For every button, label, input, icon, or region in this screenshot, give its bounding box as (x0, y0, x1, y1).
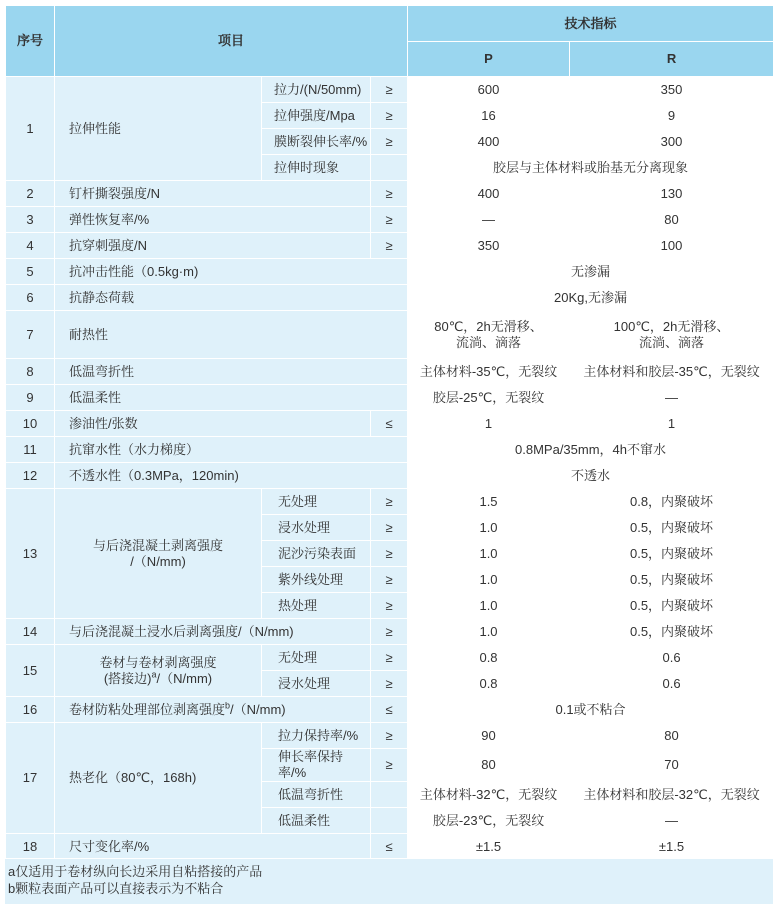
header-row-1 (6, 6, 774, 42)
val-p: 胶层-23℃，无裂纹 (408, 808, 570, 834)
val-p: 1 (408, 411, 570, 437)
val-p: 16 (408, 103, 570, 129)
val-p-line1: 80℃，2h无滑移、 (434, 318, 543, 334)
footnote-b: b颗粒表面产品可以直接表示为不粘合 (8, 881, 224, 896)
row-name-line2: /（N/mm) (130, 553, 186, 569)
val-pr: 胶层与主体材料或胎基无分离现象 (408, 155, 774, 181)
sub-label: 浸水处理 (262, 515, 371, 541)
row-name: 尺寸变化率/% (55, 834, 371, 860)
row-name: 渗油性/张数 (55, 411, 371, 437)
row-no: 13 (6, 489, 55, 619)
sub-label: 拉伸时现象 (262, 155, 371, 181)
row-name-part: /（N/mm) (230, 701, 286, 717)
sub-label: 无处理 (262, 489, 371, 515)
row-name: 不透水性（0.3MPa，120min) (55, 463, 408, 489)
val-p: 1.0 (408, 541, 570, 567)
row-name: 钉杆撕裂强度/N (55, 181, 371, 207)
val-p: 350 (408, 233, 570, 259)
row-name (55, 489, 262, 619)
row-no: 2 (6, 181, 55, 207)
val-p-line2: 流淌、滴落 (456, 334, 522, 350)
val-p: 0.8 (408, 671, 570, 697)
table-row (6, 233, 774, 259)
val-p: 1.0 (408, 619, 570, 645)
val-pr: 20Kg,无渗漏 (408, 285, 774, 311)
sym: ≥ (371, 671, 408, 697)
row-name (55, 645, 262, 697)
row-name: 低温柔性 (55, 385, 408, 411)
val-r (570, 311, 774, 359)
val-p: 胶层-25℃，无裂纹 (408, 385, 570, 411)
table-row (6, 645, 774, 671)
val-r: 0.5，内聚破坏 (570, 515, 774, 541)
table-row (6, 489, 774, 515)
row-name: 抗窜水性（水力梯度） (55, 437, 408, 463)
table-row (6, 181, 774, 207)
val-r: 0.5，内聚破坏 (570, 541, 774, 567)
sub-label: 拉力保持率/% (262, 723, 371, 749)
table-row (6, 463, 774, 489)
val-r: 9 (570, 103, 774, 129)
sym: ≥ (371, 489, 408, 515)
header-no: 序号 (6, 6, 55, 77)
sym: ≤ (371, 834, 408, 860)
row-no: 3 (6, 207, 55, 233)
sub-label: 拉力/(N/50mm) (262, 77, 371, 103)
row-name: 抗穿刺强度/N (55, 233, 371, 259)
row-name: 弹性恢复率/% (55, 207, 371, 233)
row-name: 与后浇混凝土浸水后剥离强度/（N/mm) (55, 619, 371, 645)
val-r: 主体材料和胶层-32℃，无裂纹 (570, 782, 774, 808)
sym: ≥ (371, 619, 408, 645)
row-no: 9 (6, 385, 55, 411)
sym: ≥ (371, 567, 408, 593)
row-no: 14 (6, 619, 55, 645)
header-tech: 技术指标 (408, 6, 774, 42)
val-r: 80 (570, 723, 774, 749)
val-pr: 0.8MPa/35mm，4h不窜水 (408, 437, 774, 463)
val-pr: 无渗漏 (408, 259, 774, 285)
sym: ≥ (371, 207, 408, 233)
row-name (55, 697, 371, 723)
val-p (408, 311, 570, 359)
sym: ≤ (371, 411, 408, 437)
sub-label: 伸长率保持率/% (262, 749, 371, 782)
row-no: 11 (6, 437, 55, 463)
sub-label: 无处理 (262, 645, 371, 671)
row-no: 18 (6, 834, 55, 860)
sym: ≥ (371, 723, 408, 749)
val-r: 1 (570, 411, 774, 437)
row-no: 12 (6, 463, 55, 489)
val-r: 0.5，内聚破坏 (570, 619, 774, 645)
row-name: 抗冲击性能（0.5kg·m) (55, 259, 408, 285)
val-r-line2: 流淌、滴落 (639, 334, 705, 350)
sub-label: 膜断裂伸长率/% (262, 129, 371, 155)
row-no: 1 (6, 77, 55, 181)
row-no: 15 (6, 645, 55, 697)
sym: ≥ (371, 103, 408, 129)
row-name: 拉伸性能 (55, 77, 262, 181)
row-name: 热老化（80℃，168h) (55, 723, 262, 834)
row-no: 4 (6, 233, 55, 259)
sub-label: 拉伸强度/Mpa (262, 103, 371, 129)
footnote-mark: a (151, 669, 157, 680)
sym-empty (371, 808, 408, 834)
sub-label: 低温弯折性 (262, 782, 371, 808)
spec-table (5, 5, 774, 860)
row-no: 8 (6, 359, 55, 385)
table-row (6, 619, 774, 645)
val-p: 1.0 (408, 515, 570, 541)
table-row (6, 311, 774, 359)
table-row (6, 437, 774, 463)
val-r: — (570, 385, 774, 411)
footnote-mark: b (225, 700, 231, 711)
row-name-part: /（N/mm) (156, 670, 213, 686)
row-no: 7 (6, 311, 55, 359)
row-name: 抗静态荷载 (55, 285, 408, 311)
val-pr: 0.1或不粘合 (408, 697, 774, 723)
val-r: 0.5，内聚破坏 (570, 593, 774, 619)
table-row (6, 359, 774, 385)
sym: ≥ (371, 645, 408, 671)
val-r: ±1.5 (570, 834, 774, 860)
val-r: — (570, 808, 774, 834)
val-r: 0.8，内聚破坏 (570, 489, 774, 515)
table-row (6, 385, 774, 411)
sym: ≥ (371, 515, 408, 541)
val-p: 90 (408, 723, 570, 749)
val-r: 0.5，内聚破坏 (570, 567, 774, 593)
row-name: 耐热性 (55, 311, 408, 359)
val-r: 350 (570, 77, 774, 103)
sym: ≥ (371, 541, 408, 567)
val-p: 主体材料-32℃，无裂纹 (408, 782, 570, 808)
row-no: 16 (6, 697, 55, 723)
table-row (6, 411, 774, 437)
sub-label: 泥沙污染表面 (262, 541, 371, 567)
val-r: 70 (570, 749, 774, 782)
header-item: 项目 (55, 6, 408, 77)
val-r: 0.6 (570, 645, 774, 671)
row-name: 低温弯折性 (55, 359, 408, 385)
val-pr: 不透水 (408, 463, 774, 489)
footnote-a: a仅适用于卷材纵向长边采用自粘搭接的产品 (8, 864, 263, 879)
table-row (6, 285, 774, 311)
sub-label: 浸水处理 (262, 671, 371, 697)
row-no: 6 (6, 285, 55, 311)
header-col-p: P (408, 42, 570, 77)
table-row (6, 259, 774, 285)
val-r: 130 (570, 181, 774, 207)
val-p: — (408, 207, 570, 233)
val-r: 主体材料和胶层-35℃，无裂纹 (570, 359, 774, 385)
val-p: 1.5 (408, 489, 570, 515)
sym: ≥ (371, 749, 408, 782)
val-r: 80 (570, 207, 774, 233)
sym-empty (371, 782, 408, 808)
val-p: 主体材料-35℃，无裂纹 (408, 359, 570, 385)
row-no: 5 (6, 259, 55, 285)
sym: ≥ (371, 233, 408, 259)
row-no: 10 (6, 411, 55, 437)
sym: ≥ (371, 593, 408, 619)
sym: ≥ (371, 181, 408, 207)
table-row (6, 697, 774, 723)
footnotes (5, 858, 773, 904)
val-p: ±1.5 (408, 834, 570, 860)
header-col-r: R (570, 42, 774, 77)
table-row (6, 723, 774, 749)
val-p: 80 (408, 749, 570, 782)
val-r-line1: 100℃，2h无滑移、 (613, 318, 730, 334)
table-row (6, 207, 774, 233)
row-name-part: (搭接边) (103, 670, 152, 686)
val-p: 1.0 (408, 567, 570, 593)
row-name-line1: 与后浇混凝土剥离强度 (92, 537, 223, 553)
table-row (6, 834, 774, 860)
row-name-line2 (55, 671, 261, 687)
val-p: 400 (408, 129, 570, 155)
sub-label: 紫外线处理 (262, 567, 371, 593)
sym: ≤ (371, 697, 408, 723)
val-r: 100 (570, 233, 774, 259)
sym-empty (371, 155, 408, 181)
table-row (6, 77, 774, 103)
val-p: 1.0 (408, 593, 570, 619)
val-p: 400 (408, 181, 570, 207)
sub-label: 低温柔性 (262, 808, 371, 834)
row-no: 17 (6, 723, 55, 834)
val-r: 0.6 (570, 671, 774, 697)
sym: ≥ (371, 129, 408, 155)
row-name-part: 卷材防粘处理部位剥离强度 (69, 701, 226, 717)
sym: ≥ (371, 77, 408, 103)
val-p: 0.8 (408, 645, 570, 671)
val-p: 600 (408, 77, 570, 103)
val-r: 300 (570, 129, 774, 155)
sub-label: 热处理 (262, 593, 371, 619)
row-name-line1: 卷材与卷材剥离强度 (99, 654, 217, 670)
